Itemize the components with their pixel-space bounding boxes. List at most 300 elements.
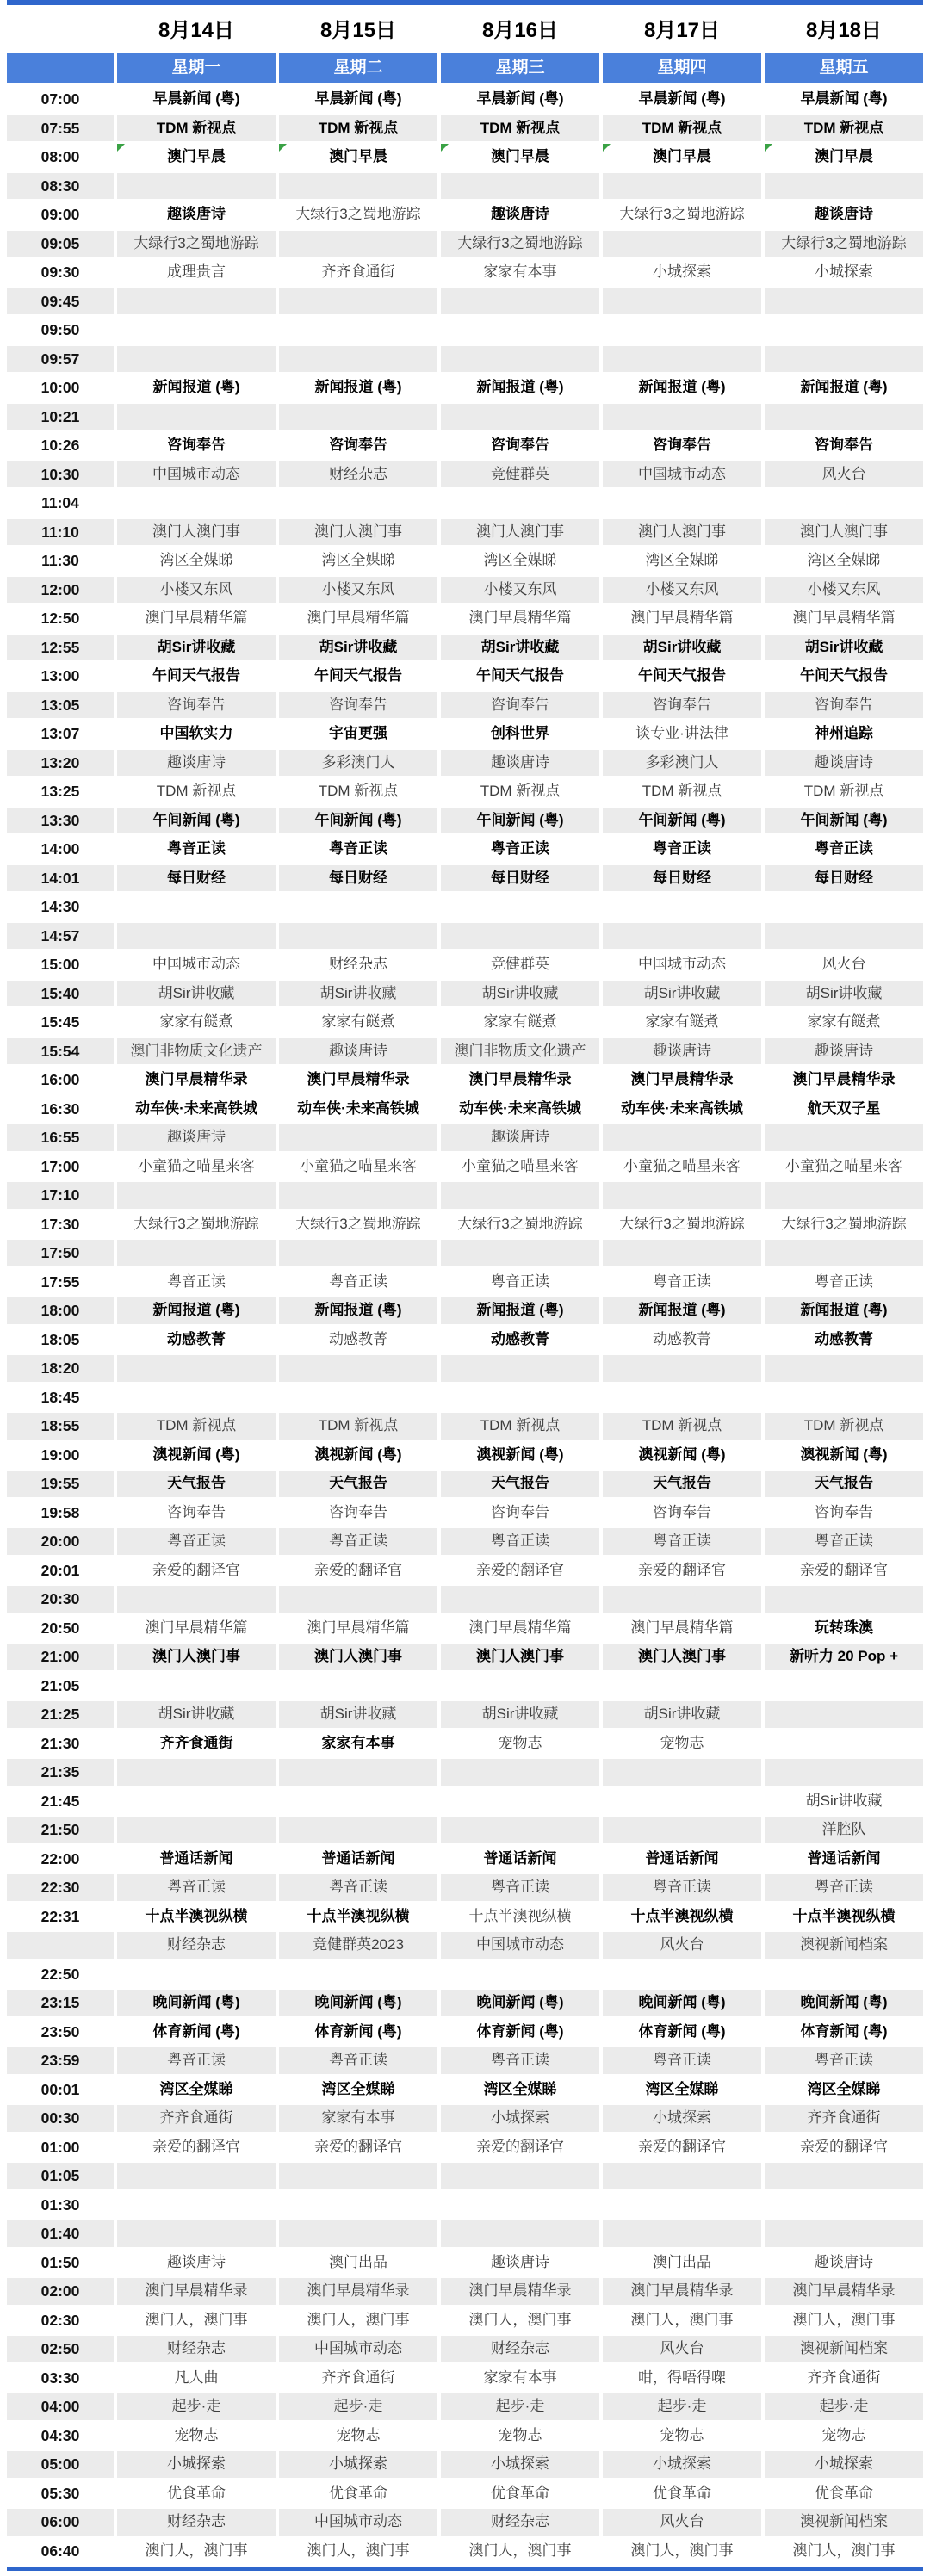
program-cell: 天气报告 [765,1471,923,1497]
program-cell: 澳门早晨精华录 [279,2278,437,2305]
program-cell: 澳门人，澳门事 [145,2542,248,2559]
program-cell [279,173,437,200]
time-cell: 05:00 [7,2451,114,2478]
program-cell: 早晨新闻 (粤) [638,90,726,107]
program-cell [603,1182,761,1209]
program-cell [765,1124,923,1151]
schedule-row [7,86,923,113]
schedule-row [7,1297,923,1324]
program-cell: 粤音正读 [117,1874,276,1901]
program-cell: 财经杂志 [117,2509,276,2536]
program-cell: 湾区全媒睇 [159,2080,233,2097]
program-cell [603,1817,761,1843]
time-cell: 19:55 [7,1471,114,1497]
program-cell: 宠物志 [174,2426,219,2443]
schedule-row [7,2134,923,2161]
time-cell: 16:55 [7,1124,114,1151]
program-cell: 风火台 [603,2509,761,2536]
program-cell [441,404,599,430]
time-cell: 15:54 [7,1038,114,1065]
schedule-row [7,490,923,517]
schedule-row [7,635,923,661]
program-cell: 新听力 20 Pop + [765,1644,923,1670]
schedule-row [7,750,923,777]
time-cell: 17:55 [40,1273,80,1291]
program-cell: TDM 新视点 [765,1413,923,1440]
program-cell: 亲爱的翻译官 [800,1561,888,1578]
time-cell: 01:00 [40,2138,80,2156]
schedule-row [7,231,923,257]
program-cell: 竞健群英 [491,956,549,972]
time-cell: 15:00 [40,956,80,973]
program-cell: 澳视新闻档案 [765,2336,923,2362]
time-cell: 09:45 [7,288,114,315]
program-cell: 每日财经 [765,865,923,892]
schedule-row [7,1384,923,1411]
program-cell: 动车侠·未来高铁城 [459,1099,581,1117]
program-cell: 亲爱的翻译官 [314,2138,402,2155]
program-cell: 大绿行3之蜀地游踪 [619,1215,745,1232]
schedule-row [7,981,923,1007]
time-cell: 11:30 [41,552,79,569]
program-cell: 澳门人，澳门事 [792,2311,896,2328]
program-cell: 财经杂志 [279,461,437,488]
program-cell [441,317,599,344]
program-cell [765,1759,923,1786]
program-cell: 澳门非物质文化遗产 [117,1038,276,1065]
program-cell: 小城探索 [117,2451,276,2478]
time-cell: 20:30 [7,1586,114,1613]
program-cell: 澳门人，澳门事 [468,2542,572,2559]
program-cell: 新闻报道 (粤) [279,1297,437,1324]
program-cell [117,288,276,315]
program-cell: 胡Sir讲收藏 [117,1701,276,1728]
program-cell: 晚间新闻 (粤) [603,1990,761,2016]
schedule-row [7,346,923,373]
schedule-row [7,1846,923,1873]
time-cell: 21:45 [40,1792,80,1810]
program-cell [117,1355,276,1382]
program-cell: 大绿行3之蜀地游踪 [457,1215,583,1232]
program-cell: 中国城市动态 [279,2509,437,2536]
program-cell [603,923,761,950]
program-cell [603,2163,761,2189]
time-cell: 03:30 [40,2369,80,2387]
program-cell: 优食革命 [653,2484,711,2501]
program-cell: 粤音正读 [603,2047,761,2074]
time-cell: 10:00 [40,379,80,396]
program-cell: 大绿行3之蜀地游踪 [133,1215,259,1232]
program-cell: 十点半澳视纵横 [307,1907,410,1924]
time-cell: 13:25 [40,783,80,800]
time-cell: 13:00 [40,667,80,684]
program-cell: 起步·走 [117,2393,276,2420]
program-cell: 胡Sir讲收藏 [603,1701,761,1728]
schedule-row [7,1124,923,1151]
time-cell: 06:00 [7,2509,114,2536]
program-cell [279,490,437,517]
program-cell [765,1384,923,1411]
program-cell [279,1182,437,1209]
program-cell [279,1240,437,1266]
time-cell: 12:50 [40,610,80,627]
program-cell [279,2220,437,2247]
program-cell [603,317,761,344]
weekday-header-row [7,53,923,83]
program-cell: 澳门人澳门事 [279,519,437,546]
program-cell: 午间新闻 (粤) [279,808,437,834]
schedule-row [7,404,923,430]
program-cell: 风火台 [765,461,923,488]
schedule-row [7,1211,923,1238]
schedule-row [7,1355,923,1382]
schedule-row [7,2077,923,2103]
time-cell: 13:07 [40,725,80,742]
program-cell [117,1673,276,1700]
program-cell: 小城探索 [279,2451,437,2478]
time-cell: 13:20 [7,750,114,777]
program-cell: 亲爱的翻译官 [476,1561,564,1578]
program-cell: 澳门人，澳门事 [145,2311,248,2328]
program-cell: 澳门人澳门事 [441,519,599,546]
program-cell: 澳门早晨精华录 [603,2278,761,2305]
program-cell: 粤音正读 [279,2047,437,2074]
program-cell: 胡Sir讲收藏 [441,635,599,661]
weekday-label: 星期四 [603,53,761,83]
program-cell [603,1124,761,1151]
program-cell: 新闻报道 (粤) [314,379,402,395]
program-cell: 家家有餸煮 [159,1013,233,1030]
program-cell: 动感教菁 [329,1330,388,1347]
time-cell: 17:10 [7,1182,114,1209]
program-cell: TDM 新视点 [441,1413,599,1440]
program-cell: 十点半澳视纵横 [468,1907,572,1924]
program-cell: 起步·走 [603,2393,761,2420]
program-cell: 风火台 [603,2336,761,2362]
program-cell [441,2192,599,2219]
program-cell: 凡人曲 [174,2369,219,2386]
time-cell: 10:30 [7,461,114,488]
program-cell: 澳视新闻档案 [765,1932,923,1959]
program-cell: 动感教菁 [653,1330,711,1347]
program-cell: 澳门人澳门事 [603,1644,761,1670]
program-cell: 齐齐食通街 [117,2105,276,2132]
program-cell: 趣谈唐诗 [441,750,599,777]
program-cell: 趣谈唐诗 [765,750,923,777]
program-cell [441,1817,599,1843]
program-cell: 趣谈唐诗 [491,206,549,222]
time-cell: 18:55 [7,1413,114,1440]
program-cell: 粤音正读 [279,1528,437,1555]
schedule-row [7,1673,923,1700]
schedule-row [7,836,923,863]
program-cell: 每日财经 [279,865,437,892]
program-cell [279,1124,437,1151]
time-cell: 16:30 [40,1099,80,1118]
program-cell [765,317,923,344]
program-cell [279,923,437,950]
program-cell [765,490,923,517]
date-header: 8月16日 [481,19,559,42]
program-cell: 中国城市动态 [638,956,726,972]
program-cell: 胡Sir讲收藏 [765,635,923,661]
program-cell [117,1961,276,1988]
schedule-row [7,692,923,719]
program-cell: 咨询奉告 [653,1503,711,1520]
program-cell: 澳门出品 [653,2253,711,2270]
time-cell: 14:57 [7,923,114,950]
schedule-row [7,317,923,344]
program-cell: 早晨新闻 (粤) [800,90,888,107]
time-cell: 09:00 [40,206,80,223]
schedule-row [7,2105,923,2132]
schedule-row [7,2423,923,2449]
program-cell: TDM 新视点 [480,783,561,799]
time-cell: 06:40 [40,2542,80,2560]
weekday-bar-corner [7,53,114,83]
program-cell: 体育新闻 (粤) [314,2022,402,2040]
time-cell: 20:00 [7,1528,114,1555]
program-cell: 澳视新闻档案 [765,2509,923,2536]
schedule-row [7,1731,923,1757]
program-cell: 成理贵言 [167,263,226,280]
schedule-row [7,1269,923,1296]
program-cell: 风火台 [603,1932,761,1959]
time-cell: 21:05 [40,1676,80,1694]
schedule-row [7,2250,923,2276]
program-cell: 普通话新闻 [645,1849,719,1867]
program-cell: 湾区全媒睇 [645,552,719,568]
program-cell [117,317,276,344]
program-cell: 趣谈唐诗 [491,2253,549,2270]
program-cell: 胡Sir讲收藏 [279,635,437,661]
program-cell: 胡Sir讲收藏 [441,1701,599,1728]
program-cell: 午间天气报告 [314,667,402,684]
program-cell [279,288,437,315]
program-cell: 中国城市动态 [117,461,276,488]
program-cell: 齐齐食通街 [765,2105,923,2132]
program-cell [603,1759,761,1786]
program-cell [765,923,923,950]
program-cell: 新闻报道 (粤) [476,379,564,395]
time-cell: 23:50 [40,2022,80,2040]
program-cell: 胡Sir讲收藏 [117,981,276,1007]
time-cell: 07:00 [40,90,80,108]
time-cell: 20:50 [40,1619,80,1637]
time-cell: 22:31 [40,1907,80,1925]
time-cell: 02:50 [7,2336,114,2362]
time-cell: 09:30 [40,263,80,281]
date-header-row [7,13,923,49]
program-cell: 咁，得唔得㗎 [638,2369,726,2386]
program-cell: 澳门早晨精华篇 [307,1619,410,1636]
program-cell: 澳视新闻 (粤) [314,1446,402,1463]
program-cell: 小城探索 [653,263,711,280]
schedule-row [7,1644,923,1670]
time-cell: 18:45 [40,1388,80,1406]
program-cell: 中国软实力 [159,725,233,741]
time-cell: 05:30 [40,2484,80,2502]
program-cell: 动车侠·未来高铁城 [135,1099,257,1117]
program-cell: 粤音正读 [765,1874,923,1901]
schedule-row [7,1788,923,1815]
program-cell [279,346,437,373]
schedule-row [7,2336,923,2362]
program-cell: 普通话新闻 [807,1849,881,1867]
time-cell: 10:21 [7,404,114,430]
program-cell: 优食革命 [491,2484,549,2501]
program-cell: 普通话新闻 [483,1849,557,1867]
time-cell: 15:40 [7,981,114,1007]
program-cell: 趣谈唐诗 [117,1124,276,1151]
schedule-row [7,2019,923,2046]
program-cell [117,1759,276,1786]
program-cell [117,1788,276,1815]
time-cell: 20:01 [40,1561,80,1579]
schedule-row [7,1240,923,1266]
program-cell: 亲爱的翻译官 [800,2138,888,2155]
program-cell: 澳门人，澳门事 [792,2542,896,2559]
program-cell: 粤音正读 [765,1528,923,1555]
program-cell: 起步·走 [765,2393,923,2420]
program-cell [441,346,599,373]
schedule-row [7,951,923,978]
program-cell: 粤音正读 [815,1273,873,1290]
program-cell [603,1961,761,1988]
program-cell [765,2220,923,2247]
program-cell [279,2192,437,2219]
schedule-row [7,1557,923,1584]
time-cell: 08:30 [7,173,114,200]
program-cell [765,1240,923,1266]
program-cell: 财经杂志 [117,2336,276,2362]
program-cell: 澳门人澳门事 [603,519,761,546]
program-cell: 家家有本事 [483,2369,557,2386]
program-cell: 小城探索 [815,263,873,280]
time-cell: 21:35 [7,1759,114,1786]
program-cell [765,1701,923,1728]
program-cell: 咨询奉告 [815,437,873,453]
program-cell: 澳门人，澳门事 [307,2311,410,2328]
program-cell [279,1759,437,1786]
program-cell [117,2163,276,2189]
program-cell: 天气报告 [279,1471,437,1497]
program-cell [603,346,761,373]
program-cell: 家家有本事 [279,2105,437,2132]
schedule-row [7,2220,923,2247]
program-cell: 小楼又东风 [765,577,923,604]
date-header: 8月17日 [643,19,721,42]
program-cell [441,1759,599,1786]
time-cell: 18:20 [7,1355,114,1382]
program-cell: 家家有本事 [483,263,557,280]
program-cell: 动感教菁 [167,1330,226,1347]
program-cell: 午间新闻 (粤) [765,808,923,834]
program-cell: 家家有餸煮 [645,1013,719,1030]
program-cell: 澳视新闻 (粤) [152,1446,240,1463]
program-cell: 新闻报道 (粤) [441,1297,599,1324]
program-cell: 家家有餸煮 [483,1013,557,1030]
program-cell: 湾区全媒睇 [807,2080,881,2097]
program-cell: 体育新闻 (粤) [152,2022,240,2040]
program-cell: 澳门人澳门事 [441,1644,599,1670]
program-cell: 澳门早晨精华篇 [630,1619,734,1636]
program-cell: 中国城市动态 [603,461,761,488]
program-cell: 小城探索 [603,2451,761,2478]
program-cell: 优食革命 [329,2484,388,2501]
schedule-row [7,2365,923,2392]
time-cell: 07:55 [7,115,114,142]
program-cell [603,2192,761,2219]
program-cell [603,173,761,200]
program-cell: 亲爱的翻译官 [314,1561,402,1578]
program-cell [441,923,599,950]
program-cell [279,1355,437,1382]
program-cell: 新闻报道 (粤) [152,379,240,395]
program-cell: 湾区全媒睇 [159,552,233,568]
schedule-row [7,461,923,488]
program-cell: 午间天气报告 [800,667,888,684]
program-cell: 澳门早晨 [765,144,923,170]
weekday-label: 星期二 [279,53,437,83]
schedule-row [7,1817,923,1843]
time-cell [7,1932,114,1959]
schedule-row [7,259,923,286]
program-cell [279,404,437,430]
top-border-line [7,0,923,5]
program-cell: 每日财经 [117,865,276,892]
program-cell: 竞健群英2023 [279,1932,437,1959]
time-cell: 00:01 [40,2080,80,2098]
program-cell: 澳视新闻 (粤) [638,1446,726,1463]
program-cell: 宠物志 [498,1734,542,1751]
program-cell: 大绿行3之蜀地游踪 [619,206,745,222]
schedule-row [7,1067,923,1093]
program-cell: 普通话新闻 [159,1849,233,1867]
program-cell: 趣谈唐诗 [279,1038,437,1065]
program-cell: 小城探索 [441,2105,599,2132]
program-cell [603,1240,761,1266]
program-cell [765,1355,923,1382]
program-cell: 澳门早晨精华篇 [145,610,248,626]
time-cell: 22:50 [40,1965,80,1983]
program-cell: 小童猫之喵星来客 [623,1157,741,1174]
time-cell: 23:59 [7,2047,114,2074]
time-cell: 12:00 [7,577,114,604]
program-cell: 齐齐食通街 [159,1734,233,1751]
schedule-row [7,1154,923,1180]
program-cell: 咨询奉告 [329,437,388,453]
program-cell: 普通话新闻 [321,1849,395,1867]
schedule-row [7,1009,923,1036]
program-cell: 宠物志 [660,1734,704,1751]
time-cell: 21:30 [40,1734,80,1752]
program-cell: 午间新闻 (粤) [117,808,276,834]
program-cell: 天气报告 [603,1471,761,1497]
time-cell: 10:26 [40,437,80,454]
program-cell [603,1586,761,1613]
program-cell: 午间天气报告 [476,667,564,684]
program-cell: 新闻报道 (粤) [800,379,888,395]
program-cell: 粤音正读 [117,1528,276,1555]
date-header-corner-spacer [7,13,114,49]
schedule-row [7,894,923,920]
program-cell: 澳门人，澳门事 [468,2311,572,2328]
program-cell: 午间天气报告 [638,667,726,684]
program-cell: 洋腔队 [765,1817,923,1843]
program-cell: 粤音正读 [117,2047,276,2074]
program-cell: 新闻报道 (粤) [603,1297,761,1324]
